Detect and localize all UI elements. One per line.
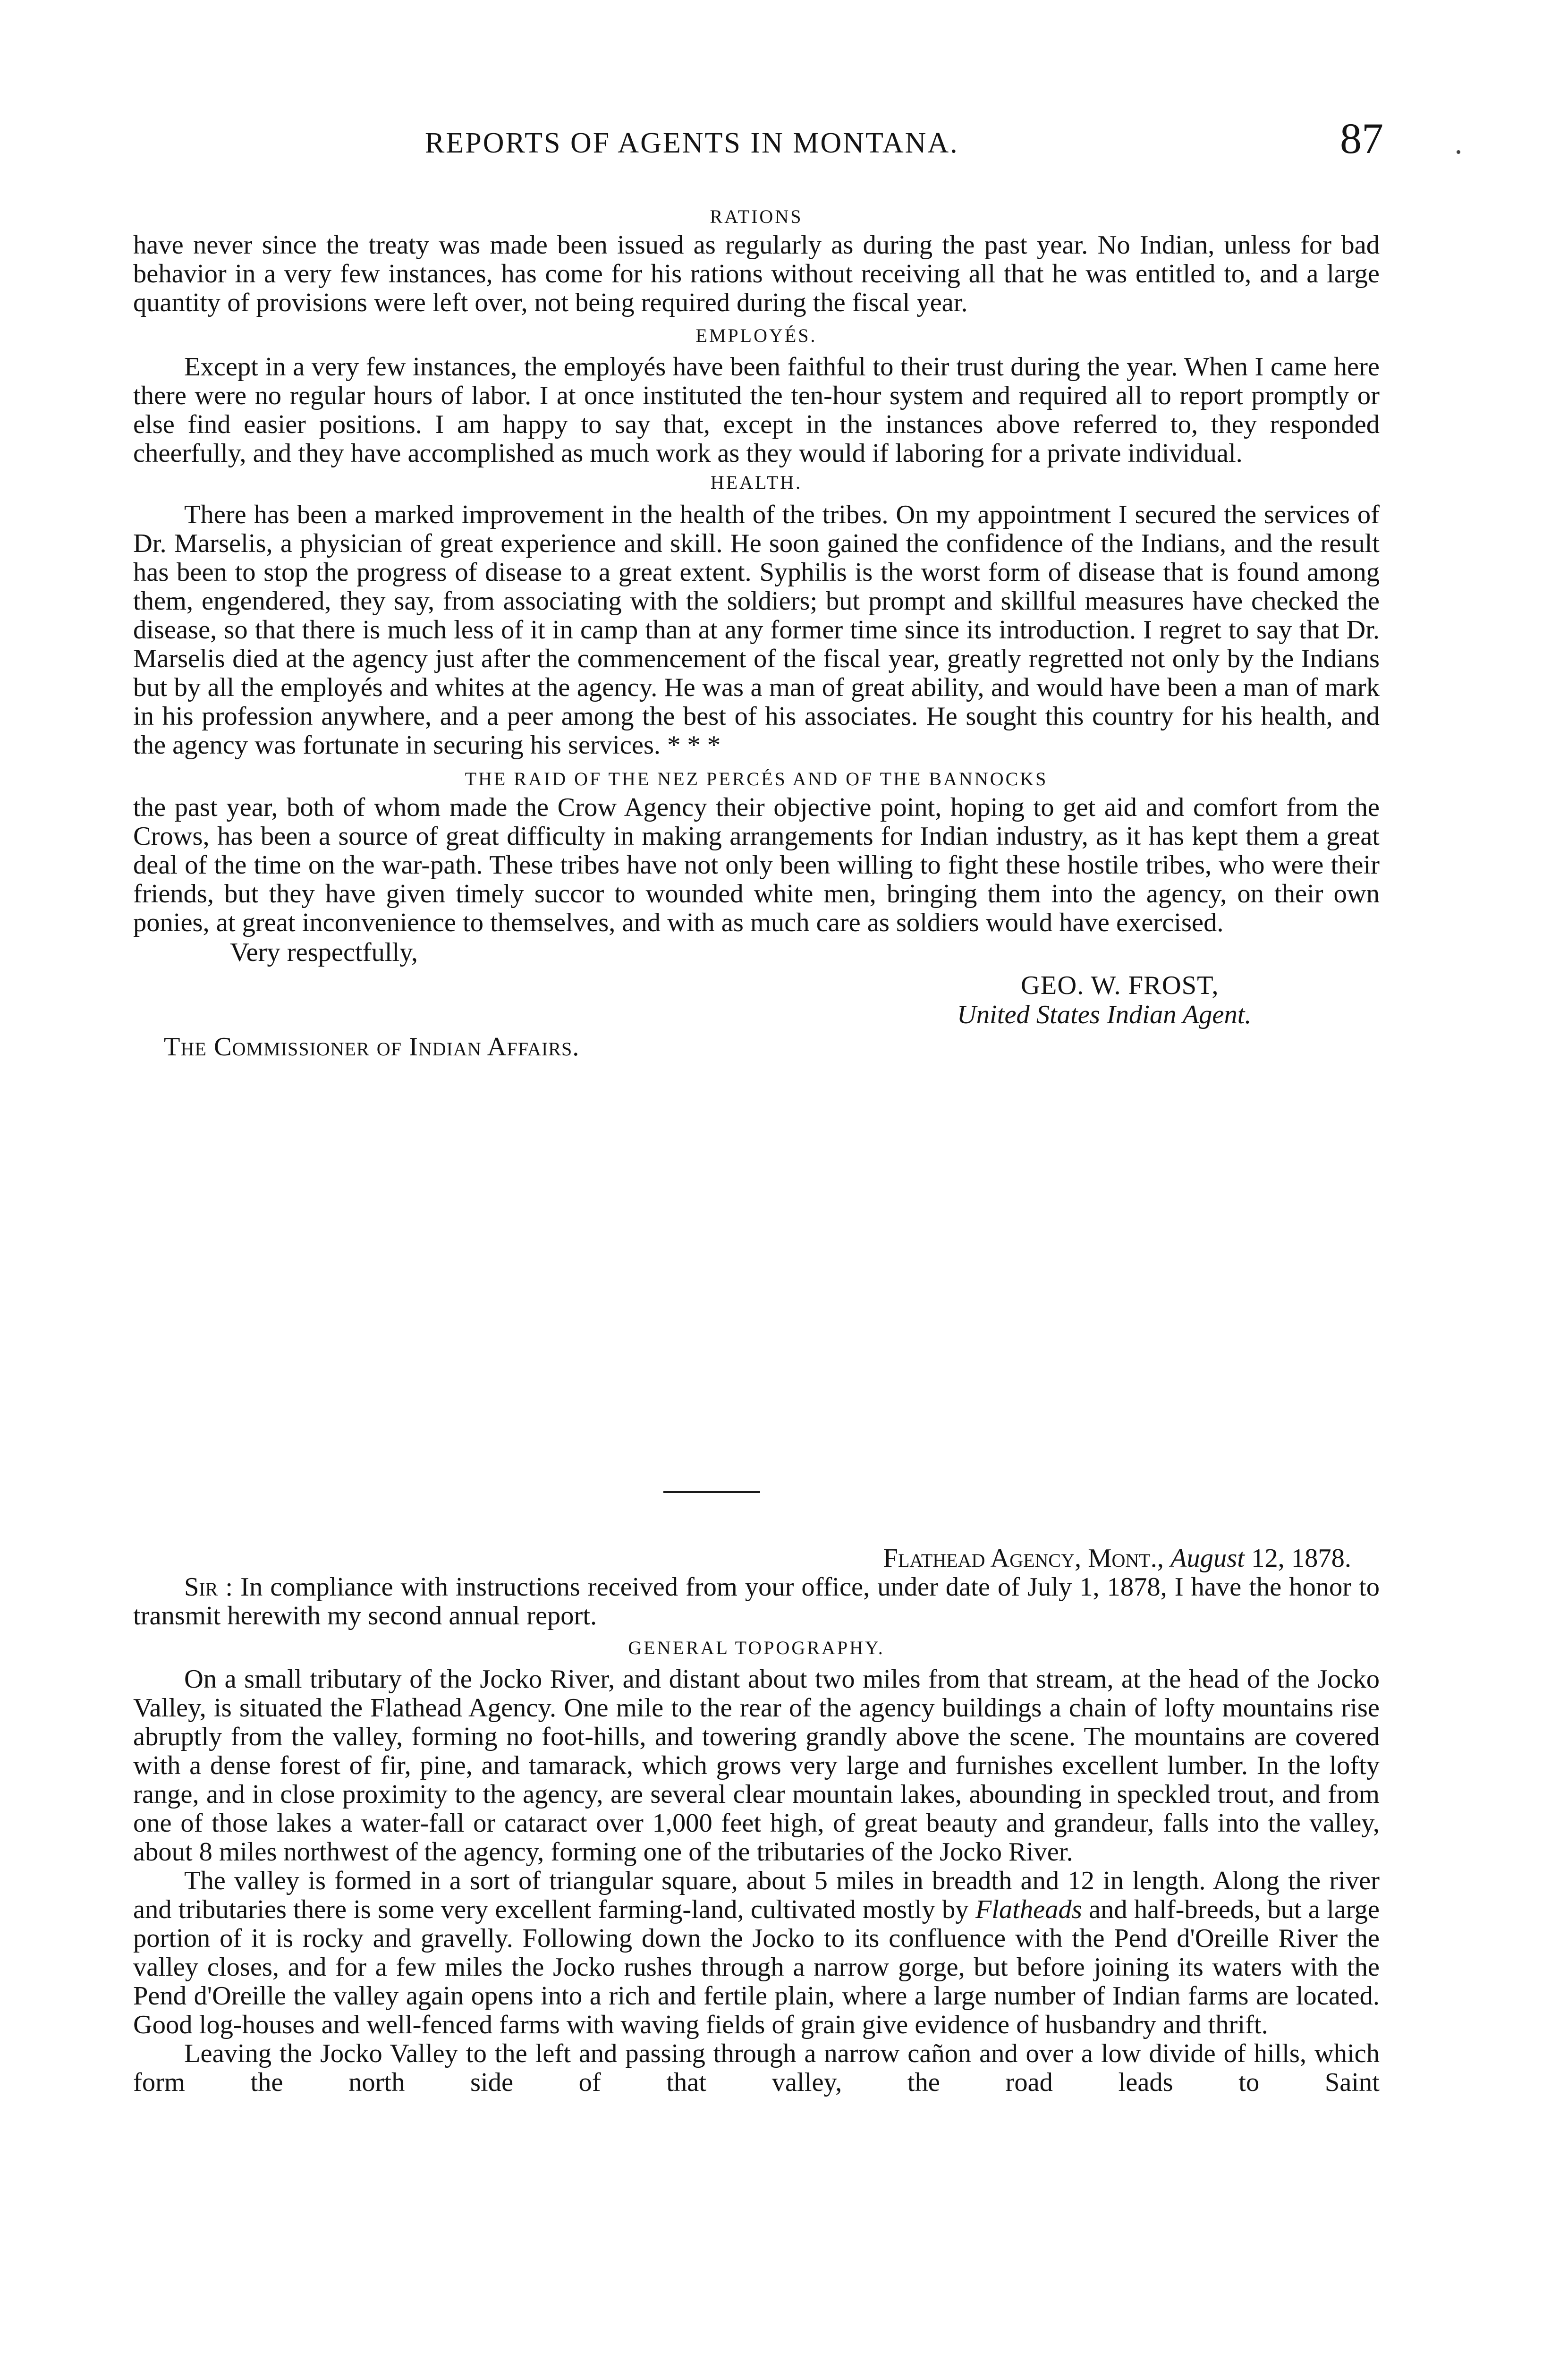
salutation: Sir : [184, 1572, 233, 1602]
closing-phrase: Very respectfully, [230, 938, 418, 967]
dateline [133, 1544, 1380, 1573]
flatheads-italic: Flatheads [975, 1895, 1082, 1924]
signer-name: GEO. W. FROST, [1021, 971, 1219, 1000]
topography-heading: GENERAL TOPOGRAPHY. [628, 1637, 885, 1658]
signer-title: United States Indian Agent. [957, 1000, 1252, 1029]
raid-paragraph: the past year, both of whom made the Crow Agency their objective point, hoping to get aid and comfort from the Crows, has been a source of great difficulty in making arrangements for Indian industry, as it has kept them a great deal of the time on the war-path. These tribes have not only been willing to fight these hostile tribes, who were their friends, but they have given timely succor to wounded white men, bringing them into the agency, on their own ponies, at great inconvenience to themselves, and with as much care as soldiers would have exercised. [133, 793, 1380, 937]
topography-text-2a: The valley is formed in a sort of triangular square, about 5 miles in breadth and 12 in length. Along the river and tributaries there is some very excellent farming-land, cultivated mostly by [133, 1866, 1380, 1924]
rations-heading: RATIONS [710, 206, 803, 227]
dateline-month: August [1170, 1544, 1245, 1573]
section-divider-rule [663, 1491, 760, 1493]
dateline-date: 12, 1878. [1251, 1544, 1351, 1573]
addressee: The Commissioner of Indian Affairs. [164, 1032, 580, 1062]
running-head [132, 113, 1383, 165]
raid-heading: THE RAID OF THE NEZ PERCÉS AND OF THE BANNOCKS [465, 768, 1048, 790]
rations-paragraph: have never since the treaty was made been issued as regularly as during the past year. No Indian, unless for bad behavior in a very few instances, has come for his rations without receiving all that he was entitled to, and a large quantity of provisions were left over, not being required during the fiscal year. [133, 230, 1380, 317]
employes-heading: EMPLOYÉS. [695, 325, 817, 346]
topography-paragraph-2 [133, 1867, 1380, 2039]
health-paragraph: There has been a marked improvement in the health of the tribes. On my appointment I secured the services of Dr. Marselis, a physician of great experience and skill. He soon gained the confidence of the Indians, and the result has been to stop the progress of disease to a great extent. Syphilis is the worst form of disease that is found among them, engendered, they say, from associating with the soldiers; but prompt and skillful measures have checked the disease, so that there is much less of it in camp than at any former time since its introduction. I regret to say that Dr. Marselis died at the agency just after the commencement of the fiscal year, greatly regretted not only by the Indians but by all the employés and whites at the agency. He was a man of great ability, and would have been a man of mark in his profession anywhere, and a peer among the best of his associates. He sought this country for his health, and the agency was fortunate in securing his services. * * * [133, 500, 1380, 760]
topography-paragraph-1: On a small tributary of the Jocko River, and distant about two miles from that stream, at the head of the Jocko Valley, is situated the Flathead Agency. One mile to the rear of the agency buildings a chain of lofty mountains rise abruptly from the valley, forming no foot-hills, and towering grandly above the scene. The mountains are covered with a dense forest of fir, pine, and tamarack, which grows very large and furnishes excellent lumber. In the lofty range, and in close proximity to the agency, are several clear mountain lakes, abounding in speckled trout, and from one of those lakes a water-fall or cataract over 1,000 feet high, of great beauty and grandeur, falls into the valley, about 8 miles northwest of the agency, forming one of the tributaries of the Jocko River. [133, 1665, 1380, 1867]
page-number: 87 [1340, 114, 1383, 162]
dateline-place: Flathead Agency, Mont., [883, 1544, 1164, 1573]
health-heading: HEALTH. [710, 472, 803, 493]
topography-text-2b: and half-breeds, but a large portion of it is rocky and gravelly. Following down the Jocko to its confluence with the Pend d'Oreille River the valley closes, and for a few miles the Jocko rushes through a narrow gorge, but before joining its waters with the Pend d'Oreille the valley again opens into a rich and fertile plain, where a large number of Indian farms are located. Good log-houses and well-fenced farms with waving fields of grain give evidence of husbandry and thrift. [133, 1895, 1380, 2039]
opening-text: In compliance with instructions received from your office, under date of July 1, 1878, I have the honor to transmit herewith my second annual report. [133, 1572, 1380, 1631]
crow-report [133, 202, 1380, 1062]
opening-paragraph [133, 1573, 1380, 1631]
closing-block [133, 937, 1380, 1062]
employes-paragraph: Except in a very few instances, the employés have been faithful to their trust during the year. When I came here there were no regular hours of labor. I at once instituted the ten-hour system and required all to report promptly or else find easier positions. I am happy to say that, except in the instances above referred to, they responded cheerfully, and they have accomplished as much work as they would if laboring for a private individual. [133, 352, 1380, 468]
flathead-report [133, 1544, 1380, 2097]
topography-paragraph-3: Leaving the Jocko Valley to the left and passing through a narrow cañon and over a low divide of hills, which form the north side of that valley, the road leads to Saint [133, 2039, 1380, 2097]
running-title: REPORTS OF AGENTS IN MONTANA. [425, 127, 959, 159]
scan-speck [1457, 150, 1460, 154]
